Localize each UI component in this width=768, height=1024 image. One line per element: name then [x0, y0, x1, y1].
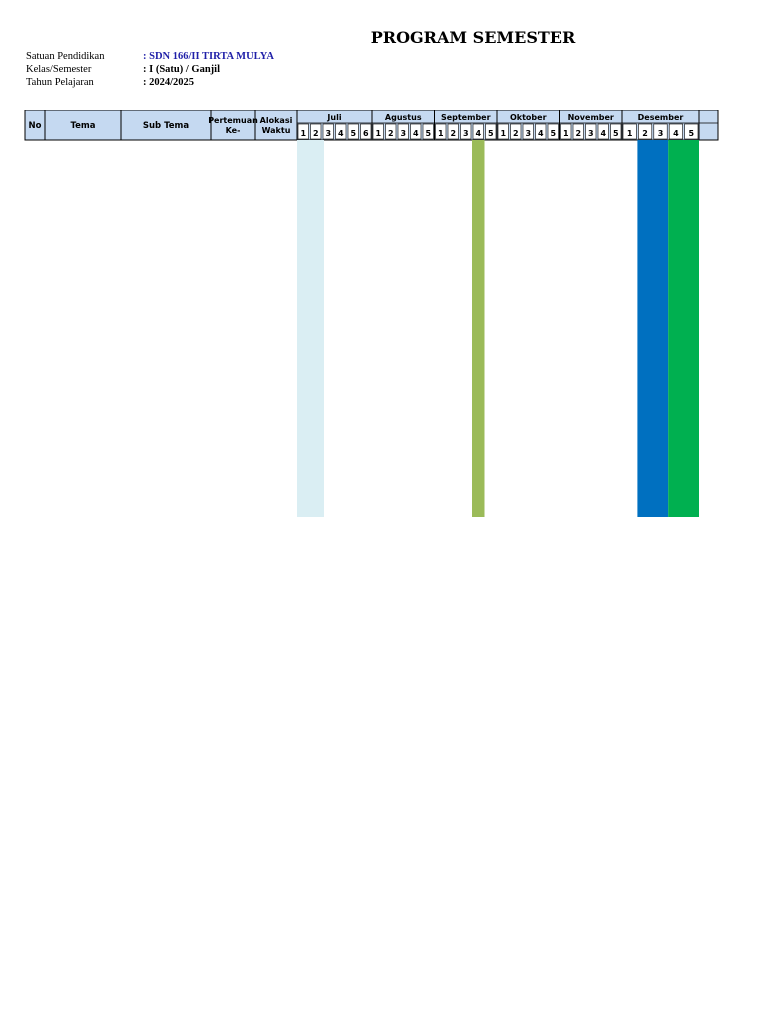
- header-week: 5: [688, 129, 695, 138]
- header-month: Juli: [327, 113, 342, 122]
- header-week: 4: [600, 129, 607, 138]
- header-week: 1: [500, 129, 507, 138]
- info-row: [26, 50, 274, 63]
- header-week: 3: [400, 129, 407, 138]
- header-week: 5: [487, 129, 494, 138]
- header-no: No: [28, 121, 42, 131]
- header-week: 4: [337, 129, 344, 138]
- header-week: 3: [525, 129, 532, 138]
- header-week: 3: [325, 129, 332, 138]
- header-pertemuan: Ke-: [225, 125, 241, 135]
- header-week: 4: [475, 129, 482, 138]
- pts-band: [472, 140, 485, 517]
- schedule-table-page-1: [0, 110, 768, 517]
- header-week: 1: [562, 129, 569, 138]
- header-week: 6: [362, 129, 369, 138]
- header-alokasi: Alokasi: [259, 115, 293, 125]
- schedule-table-page-2: [0, 568, 768, 1024]
- header-week: 3: [587, 129, 594, 138]
- raport-band: [668, 140, 699, 517]
- header-subtema: Sub Tema: [142, 121, 190, 131]
- header-week: 4: [673, 129, 679, 138]
- school-info: [26, 50, 274, 89]
- header-week: 5: [550, 129, 557, 138]
- info-row: [26, 63, 274, 76]
- header-month: Oktober: [509, 113, 547, 122]
- info-label: Tahun Pelajaran: [26, 77, 94, 88]
- header-week: 1: [375, 129, 382, 138]
- header-week: 4: [537, 129, 544, 138]
- header-week: 2: [312, 129, 319, 138]
- libur-band-wide: [297, 140, 324, 517]
- page-title: PROGRAM SEMESTER: [370, 28, 576, 47]
- header-month: Desember: [637, 113, 684, 122]
- header-month: Agustus: [384, 113, 422, 122]
- header-alokasi: Waktu: [261, 125, 291, 135]
- header-week: 4: [412, 129, 419, 138]
- header-week: 3: [657, 129, 664, 138]
- info-row: [26, 76, 274, 89]
- header-tema: Tema: [70, 121, 96, 131]
- info-label: Satuan Pendidikan: [26, 51, 105, 62]
- header-week: 5: [425, 129, 432, 138]
- info-label: Kelas/Semester: [26, 64, 92, 75]
- header-week: 1: [437, 129, 444, 138]
- info-value: : I (Satu) / Ganjil: [143, 64, 221, 75]
- header-week: 1: [626, 129, 633, 138]
- header-pertemuan: Pertemuan: [208, 115, 258, 125]
- header-week: 2: [642, 129, 648, 138]
- header-week: 3: [462, 129, 469, 138]
- header-month: September: [440, 113, 491, 122]
- header-week: 2: [575, 129, 582, 138]
- pas-band: [637, 140, 668, 517]
- header-week: 1: [300, 129, 307, 138]
- header-week: 5: [612, 129, 619, 138]
- header-week: 5: [350, 129, 357, 138]
- header-week: 2: [450, 129, 457, 138]
- header-week: 2: [512, 129, 519, 138]
- info-value: : 2024/2025: [143, 77, 195, 88]
- header-week: 2: [387, 129, 394, 138]
- info-value: : SDN 166/II TIRTA MULYA: [143, 51, 274, 62]
- header-month: November: [567, 113, 614, 122]
